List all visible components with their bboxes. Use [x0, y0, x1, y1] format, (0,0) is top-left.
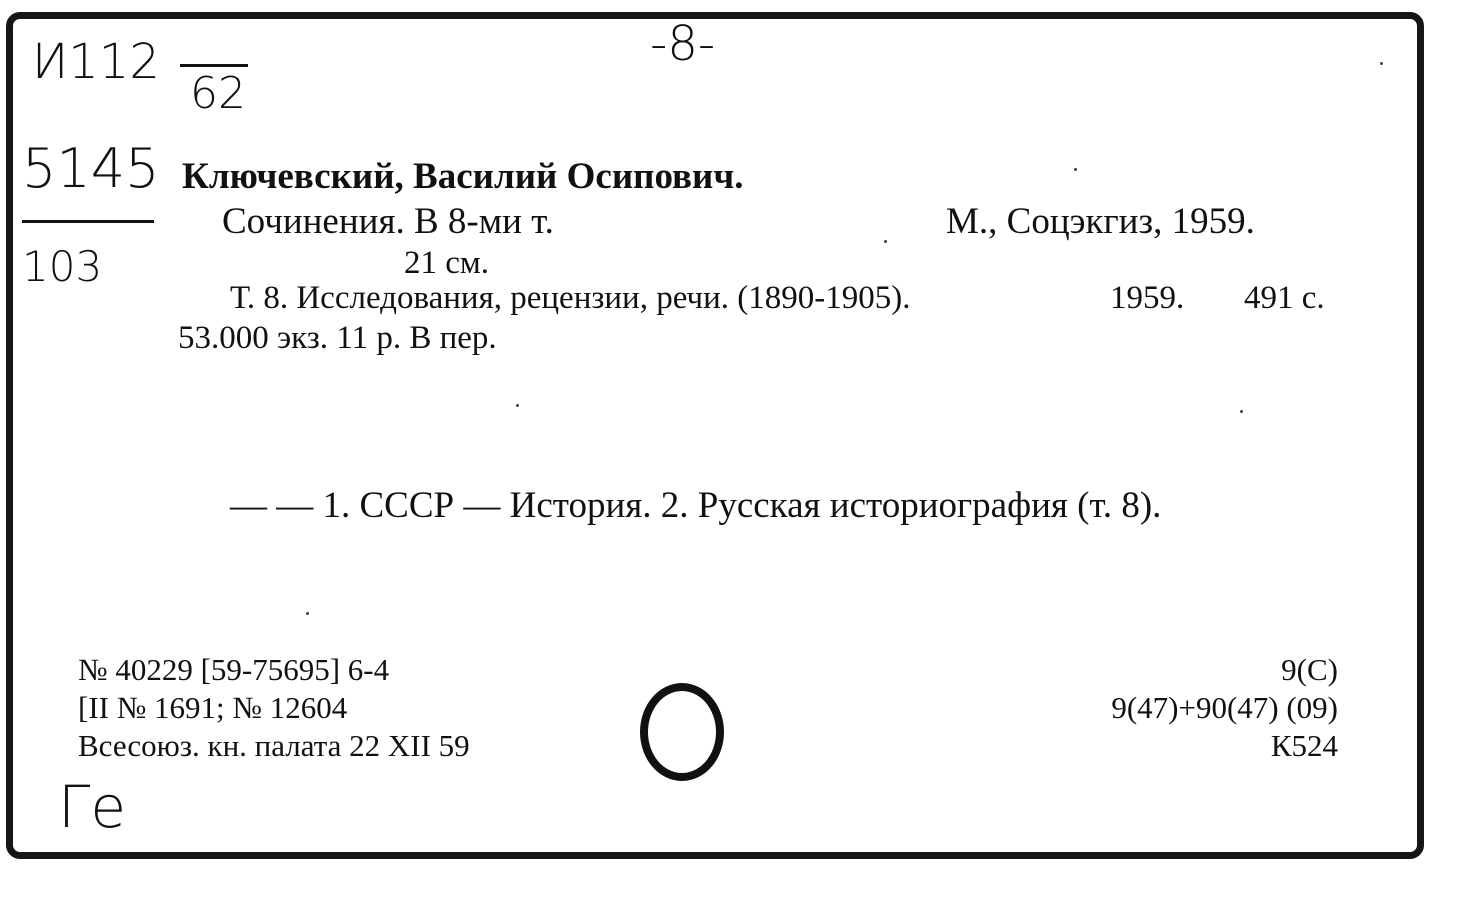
subject-headings: — — 1. СССР — История. 2. Русская историография (т. 8).: [230, 485, 1162, 526]
scan-speck: [306, 612, 309, 615]
volume-year: 1959.: [1110, 280, 1185, 316]
size: 21 см.: [404, 245, 490, 281]
title-line: Сочинения. В 8-ми т.: [222, 201, 554, 242]
registration-line-3: Всесоюз. кн. палата 22 XII 59: [78, 728, 470, 763]
author-heading: Ключевский, Василий Осипович.: [182, 156, 744, 197]
page-count: 491 с.: [1244, 280, 1325, 316]
shelf-fraction-line: [180, 64, 248, 67]
scan-speck: [1380, 62, 1383, 65]
imprint: М., Соцэкгиз, 1959.: [946, 201, 1255, 242]
registration-line-2: [II № 1691; № 12604: [78, 690, 348, 725]
handwritten-shelf-fraction: 62: [190, 68, 246, 119]
volume-contents: Т. 8. Исследования, рецензии, речи. (1890-1905).: [230, 280, 911, 316]
scan-speck: [516, 404, 519, 407]
scan-speck: [884, 240, 887, 243]
handwritten-call-number: 5145: [22, 137, 160, 200]
scan-speck: [1240, 410, 1243, 413]
handwritten-copy-number: 103: [22, 242, 103, 291]
classification-line-2: 9(47)+90(47) (09): [1111, 690, 1338, 725]
classification-line-3: К524: [1270, 728, 1338, 763]
handwritten-bottom-mark: Ге: [58, 773, 126, 841]
card-hole: [640, 683, 724, 781]
registration-line-1: № 40229 [59-75695] 6-4: [78, 652, 390, 687]
edition-details: 53.000 экз. 11 р. В пер.: [178, 320, 497, 356]
classification-line-1: 9(С): [1281, 652, 1338, 687]
handwritten-page-mark: -8-: [650, 16, 716, 72]
call-number-underline: [22, 220, 154, 223]
handwritten-shelf-mark: И112: [32, 34, 160, 90]
scan-speck: [1074, 168, 1077, 171]
